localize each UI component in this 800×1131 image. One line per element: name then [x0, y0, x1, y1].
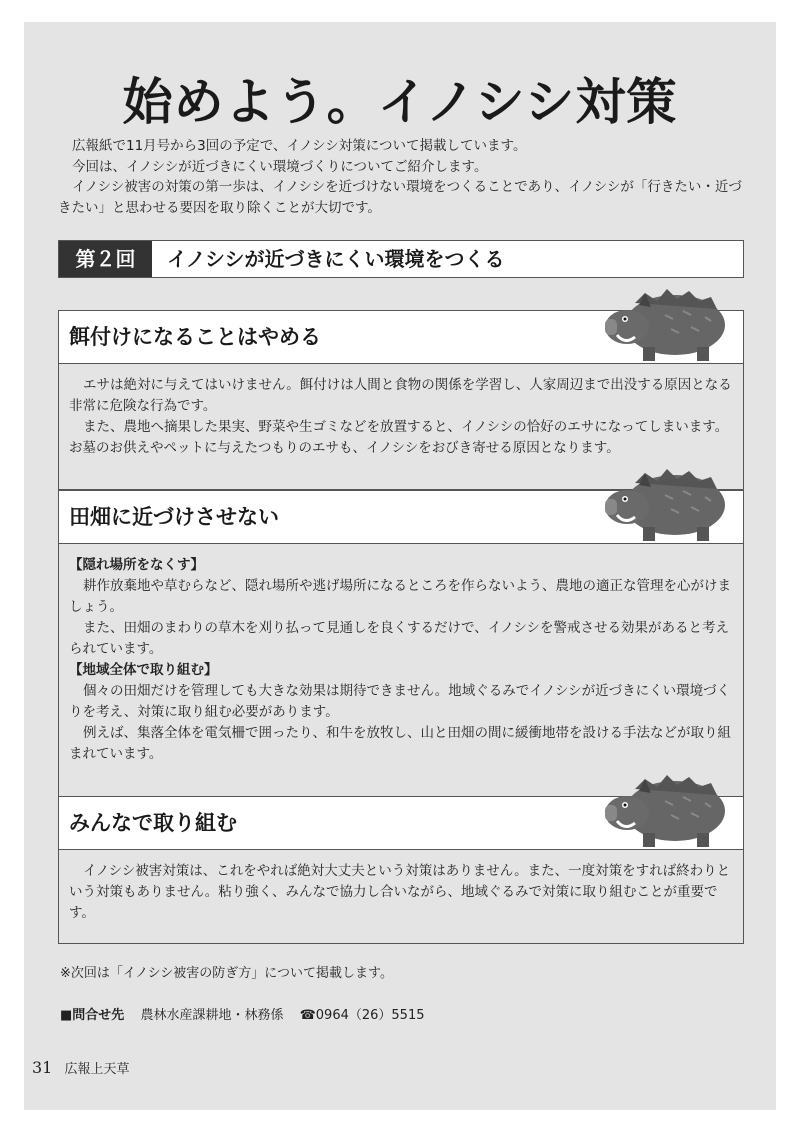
page-title: 始めよう。イノシシ対策 [122, 73, 678, 131]
contact-phone: ☎0964（26）5515 [299, 1008, 425, 1023]
boar-icon [605, 465, 729, 543]
body-paragraph: 耕作放棄地や草むらなど、隠れ場所や逃げ場所になるところを作らないよう、農地の適正な管理を心がけましょう。 [69, 578, 731, 615]
section-heading: みんなで取り組む [69, 811, 237, 835]
issue-heading: イノシシが近づきにくい環境をつくる [167, 247, 505, 271]
subheading: 【地域全体で取り組む】 [69, 662, 218, 678]
contact-dept: 農林水産課耕地・林務係 [140, 1008, 284, 1023]
intro-text [58, 136, 748, 218]
section-body [69, 861, 735, 924]
body-paragraph: また、農地へ摘果した果実、野菜や生ゴミなどを放置すると、イノシシの恰好のエサになってしまいます。お墓のお供えやペットに与えたつもりのエサも、イノシシをおびき寄せる原因となります。 [69, 419, 729, 456]
subheading: 【隠れ場所をなくす】 [69, 557, 204, 573]
issue-banner [58, 240, 744, 278]
intro-paragraph: 広報紙で11月号から3回の予定で、イノシシ対策について掲載しています。 [72, 138, 527, 154]
section-header [59, 491, 743, 544]
publication-name: 広報上天草 [64, 1062, 130, 1077]
intro-paragraph: イノシシ被害の対策の第一歩は、イノシシを近づけない環境をつくることであり、イノシシが「行きたい・近づきたい」と思わせる要因を取り除くことが大切です。 [58, 179, 742, 216]
boar-icon [605, 285, 729, 363]
section-fields [58, 490, 744, 798]
section-together [58, 796, 744, 944]
body-paragraph: また、田畑のまわりの草木を刈り払って見通しを良くするだけで、イノシシを警戒させる効果があると考えられています。 [69, 620, 730, 657]
boar-icon [605, 771, 729, 849]
section-feeding [58, 310, 744, 490]
issue-tag: 第２回 [59, 241, 152, 277]
page-number: 31 [32, 1058, 53, 1077]
section-body [69, 375, 735, 459]
section-header [59, 311, 743, 364]
body-paragraph: 例えば、集落全体を電気柵で囲ったり、和牛を放牧し、山と田畑の間に緩衝地帯を設ける手法などが取り組まれています。 [69, 725, 731, 762]
page [24, 22, 776, 1110]
body-paragraph: イノシシ被害対策は、これをやれば絶対大丈夫という対策はありません。また、一度対策をすれば終わりという対策もありません。粘り強く、みんなで協力し合いながら、地域ぐるみで対策に取り組むことが重要です。 [69, 863, 731, 921]
next-issue-note: ※次回は「イノシシ被害の防ぎ方」について掲載します。 [60, 966, 393, 981]
intro-paragraph: 今回は、イノシシが近づきにくい環境づくりについてご紹介します。 [72, 158, 488, 175]
section-heading: 餌付けになることはやめる [69, 325, 321, 349]
page-footer [32, 1058, 130, 1077]
section-header [59, 797, 743, 850]
contact-label: ■問合せ先 [60, 1008, 125, 1023]
section-body [69, 555, 735, 765]
body-paragraph: 個々の田畑だけを管理しても大きな効果は期待できません。地域ぐるみでイノシシが近づきにくい環境づくりを考え、対策に取り組む必要があります。 [69, 683, 731, 720]
section-heading: 田畑に近づけさせない [69, 505, 279, 529]
contact-info [60, 1004, 437, 1023]
body-paragraph: エサは絶対に与えてはいけません。餌付けは人間と食物の関係を学習し、人家周辺まで出没する原因となる非常に危険な行為です。 [69, 377, 732, 414]
